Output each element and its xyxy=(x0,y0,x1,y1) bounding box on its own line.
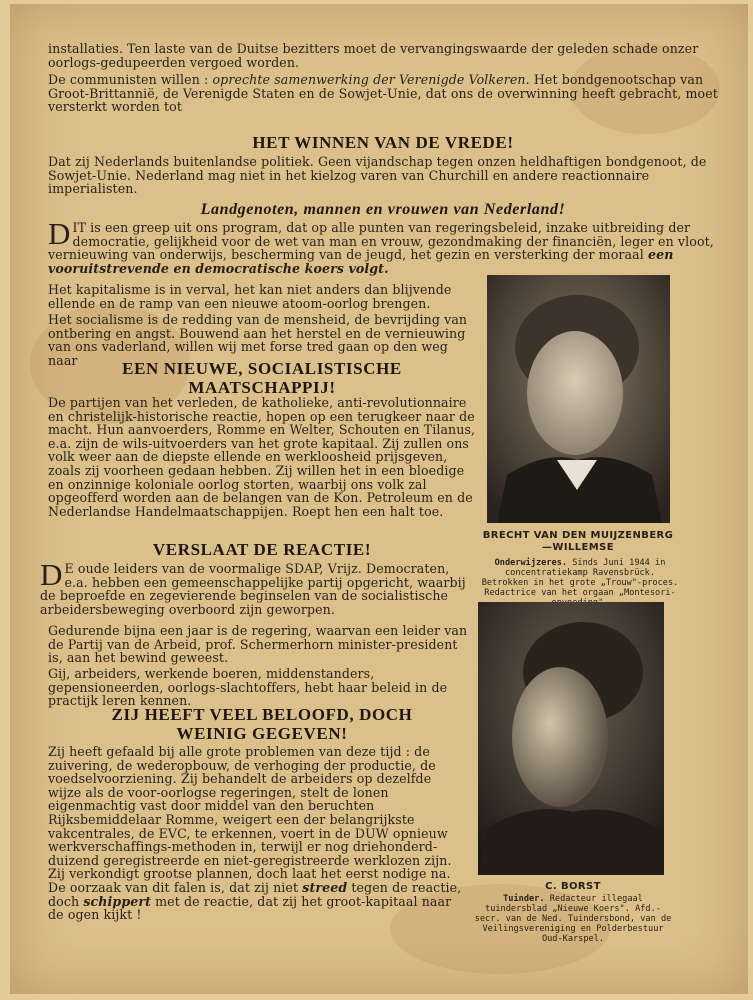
paragraph-communists-rest: Het bondgenootschap van Groot-Brittannië, de Verenigde Staten en de Sowjet-Unie, dat ons de overwinning heeft gebracht, moet versterkt worden tot xyxy=(48,72,718,115)
paragraph-failures-schippert: schippert xyxy=(83,893,152,909)
paragraph-old-leaders xyxy=(40,557,476,617)
heading-landgenoten: Landgenoten, mannen en vrouwen van Nederland! xyxy=(200,201,566,218)
paragraph-government: Gedurende bijna een jaar is de regering, waarvan een leider van de Partij van de Arbeid, prof. Schermerhorn minister-president is, aan het bewind geweest. xyxy=(48,623,468,666)
paragraph-communists-lead: De communisten willen : xyxy=(48,72,209,87)
portrait-photo-muijzenberg xyxy=(487,275,670,523)
paragraph-program-body: IT is een greep uit ons program, dat op alle punten van regeringsbeleid, inzake uitbreiding der democratie, gelijkheid voor de wet van man en vrouw, gezondmaking der financiën, leger en vloot, vernieuwing van onderwijs, bescherming van de jeugd, het gezin en versterking der moraal xyxy=(48,220,714,263)
heading-winnen-van-de-vrede: HET WINNEN VAN DE VREDE! xyxy=(252,133,514,152)
paragraph-parties-of-the-past: De partijen van het verleden, de katholieke, anti-revolutionnaire en christelijk-historische reactie, hopen op een terugkeer naar de macht. Hun aanvoerders, Romme en Welter, Schouten en Tilanus, e.a. zijn de wils-uitvoerders van het grote kapitaal. Zij zullen ons volk weer aan de diepste ellende en werkloosheid prijsgeven, zoals zij voorheen gedaan hebben. Zij willen het in een bloedige en onzinnige koloniale oorlog storten, waarbij ons volk zal opgeofferd worden aan de belangen van de Kon. Petroleum en de Nederlandse Handelmaatschappijen. Roept hen een halt toe. xyxy=(48,395,476,519)
portrait-man-icon xyxy=(478,602,664,875)
dropcap-d-2: D xyxy=(40,557,63,592)
photo-caption-name-muijzenberg: BRECHT VAN DEN MUIJZENBERG —WILLEMSE xyxy=(482,530,674,553)
portrait-photo-borst xyxy=(478,602,664,875)
paragraph-failures-c: met de reactie, dat zij het groot-kapitaal naar de ogen kijkt ! xyxy=(48,893,452,923)
paragraph-program xyxy=(48,216,718,276)
paragraph-socialism: Het socialisme is de redding van de mensheid, de bevrijding van ontbering en angst. Bouwend aan het herstel en de vernieuwing van ons vaderland, willen wij met forse tred gaan op den weg naar xyxy=(48,312,468,368)
photo-caption-role-muijzenberg: Onderwijzeres. xyxy=(494,558,568,568)
photo-caption-role-borst: Tuinder. xyxy=(503,894,545,904)
heading-veel-beloofd-line1: ZIJ HEEFT VEEL BELOOFD, DOCH xyxy=(111,705,413,724)
heading-veel-beloofd xyxy=(48,705,476,743)
heading-verslaat-de-reactie: VERSLAAT DE REACTIE! xyxy=(152,540,372,559)
paragraph-workers: Gij, arbeiders, werkende boeren, middenstanders, gepensioneerden, oorlogs-slachtoffers, hebt haar beleid in de practijk leren kennen. xyxy=(48,666,448,709)
paragraph-failures-streed: streed xyxy=(302,879,348,895)
photo-caption-bio-text-muijzenberg: Sinds Juni 1944 in concentratiekamp Ravensbrück. Betrokken in het grote „Trouw"-proces. Redactrice van het orgaan „Montesori- xyxy=(481,558,679,598)
paragraph-capitalism: Het kapitalisme is in verval, het kan niet anders dan blijvende ellende en de ramp van een nieuwe atoom-oorlog brengen. xyxy=(48,282,452,311)
heading-nieuwe-maatschappij-line2: MAATSCHAPPIJ! xyxy=(188,378,336,397)
heading-veel-beloofd-line2: WEINIG GEGEVEN! xyxy=(176,724,348,743)
paragraph-failures xyxy=(48,745,468,922)
photo-caption-bio-muijzenberg xyxy=(480,558,680,608)
paragraph-program-italic: een vooruitstrevende en democratische koers volgt. xyxy=(48,247,674,276)
paragraph-failures-a: Zij heeft gefaald bij alle grote problemen van deze tijd : de zuivering, de wederopbouw, de verhoging der productie, de voedselvoorziening. Zij behandelt de arbeiders op dezelfde wijze als de voor-oorlogse regeringen, stelt de lonen eigenmachtig vast door middel van den beruchten Rijksbemiddelaar Romme, weigert een der belangrijkste vakcentrales, de EVC, te erkennen, voert in de DUW opnieuw werkverschaffings-methoden in, terwijl er nog driehonderd-duizend geregistreerde en niet-geregistreerde werklozen zijn. Zij verkondigt grootse plannen, doch laat het eerst nodige na. De oorzaak van dit falen is, dat zij niet xyxy=(48,744,452,895)
photo-caption-bio-borst xyxy=(473,894,673,944)
portrait-woman-icon xyxy=(487,275,670,523)
photo-caption-name-borst: C. BORST xyxy=(545,881,601,892)
photo-caption-bio-text-borst: Redacteur illegaal tuindersblad „Nieuwe Koers". Afd.-secr. van de Ned. Tuindersbond, van de Veilingsvereniging en Polderbestuur Oud-Karspel. xyxy=(474,894,672,944)
paragraph-intro: installaties. Ten laste van de Duitse bezitters moet de vervangingswaarde der geleden schade onzer oorlogs-gedupeerden vergoed worden. xyxy=(48,41,699,70)
heading-nieuwe-maatschappij xyxy=(48,359,476,397)
paragraph-old-leaders-body: E oude leiders van de voormalige SDAP, Vrijz. Democraten, e.a. hebben een gemeenschappelijke partij opgericht, waarbij de beproefde en zegevierende beginselen van de socialistische arbeidersbeweging overboord zijn geworpen. xyxy=(40,561,466,617)
dropcap-d: D xyxy=(48,216,71,251)
paragraph-communists-italic: oprechte samenwerking der Verenigde Volkeren. xyxy=(212,72,530,87)
heading-nieuwe-maatschappij-line1: EEN NIEUWE, SOCIALISTISCHE xyxy=(122,359,402,378)
paragraph-foreign-policy: Dat zij Nederlands buitenlandse politiek. Geen vijandschap tegen onzen heldhaftigen bondgenoot, de Sowjet-Unie. Nederland mag niet in het kielzog varen van Churchill en andere reactionnaire imperialisten. xyxy=(48,154,707,197)
paragraph-communists xyxy=(48,73,718,114)
paragraph-failures-b: tegen de reactie, doch xyxy=(48,879,462,909)
